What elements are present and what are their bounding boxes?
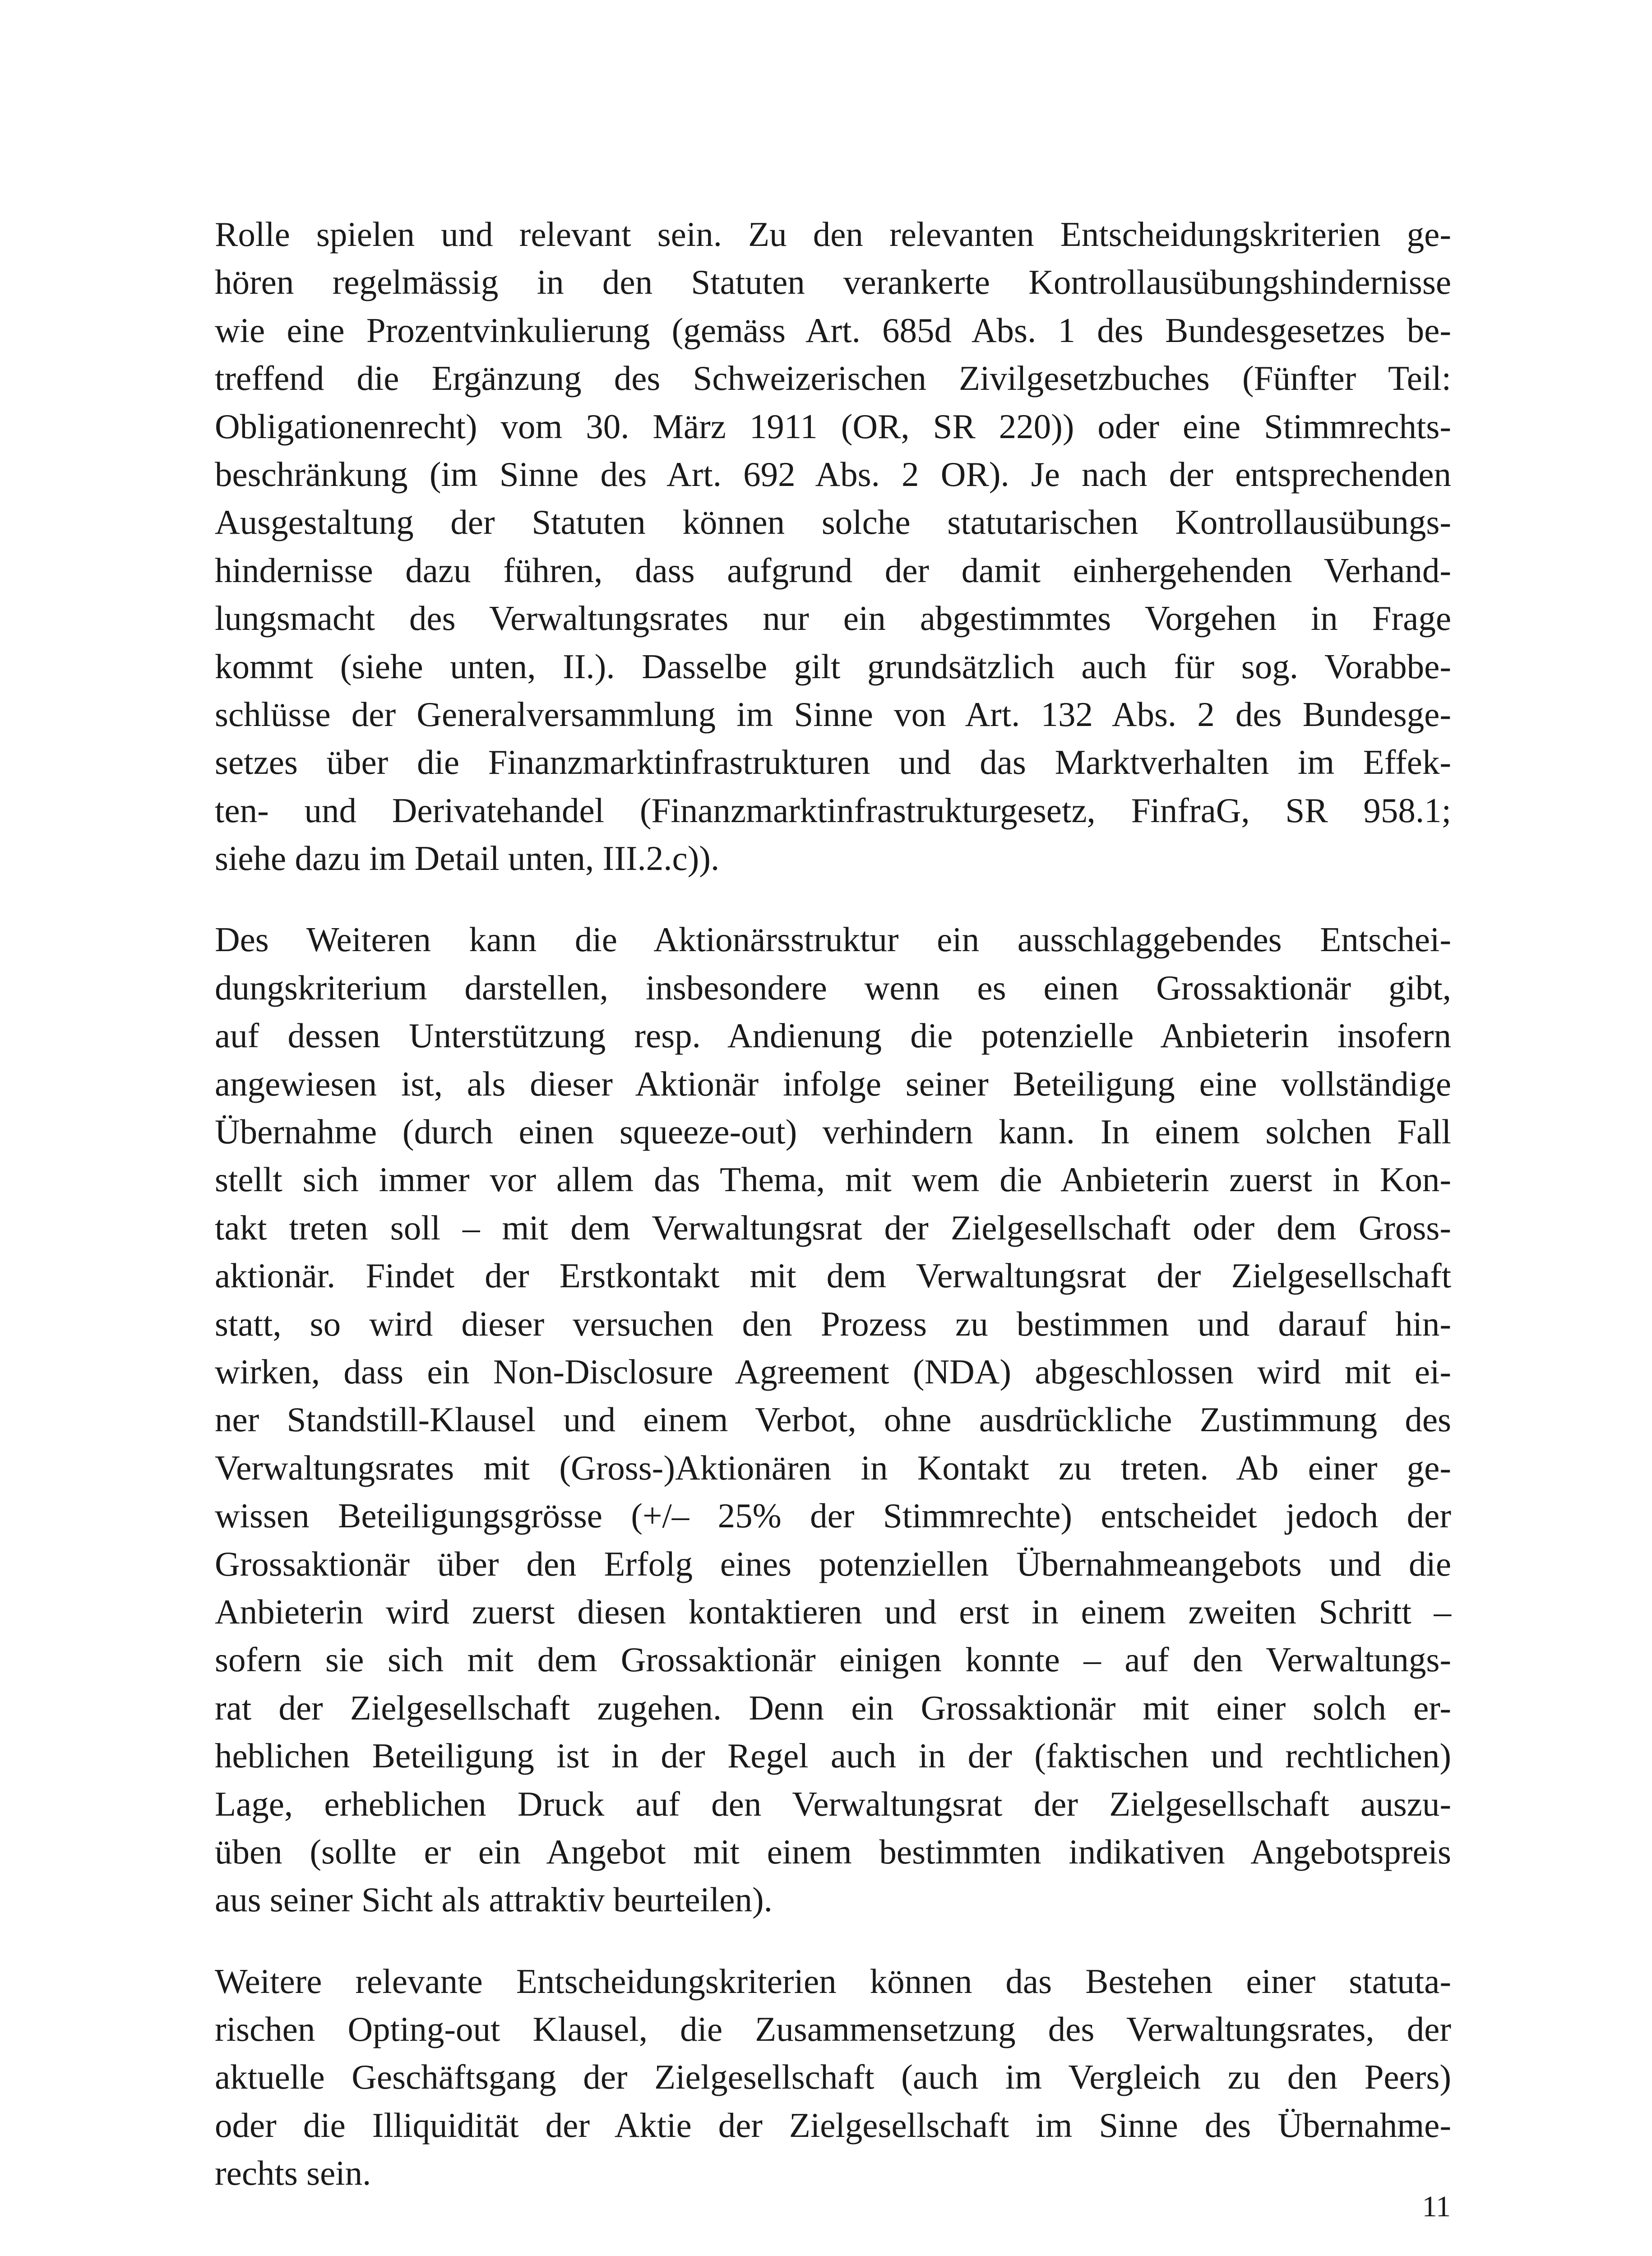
text-line: stellt sich immer vor allem das Thema, mit wem die Anbieterin zuerst in Kon- (215, 1160, 1451, 1199)
text-line: Ausgestaltung der Statuten können solche statutarischen Kontrollausübungs- (215, 503, 1451, 542)
text-line: aktuelle Geschäftsgang der Zielgesellschaft (auch im Vergleich zu den Peers) (215, 2057, 1451, 2097)
text-line: aktionär. Findet der Erstkontakt mit dem Verwaltungsrat der Zielgesellschaft (215, 1256, 1451, 1295)
text-line: rechts sein. (215, 2154, 371, 2193)
text-line: üben (sollte er ein Angebot mit einem bestimmten indikativen Angebotspreis (215, 1832, 1451, 1871)
text-line: schlüsse der Generalversammlung im Sinne von Art. 132 Abs. 2 des Bundesge- (215, 694, 1451, 734)
text-line: auf dessen Unterstützung resp. Andienung die potenzielle Anbieterin insofern (215, 1016, 1451, 1055)
text-line: Obligationenrecht) vom 30. März 1911 (OR, SR 220)) oder eine Stimmrechts- (215, 407, 1451, 446)
text-line: oder die Illiquidität der Aktie der Zielgesellschaft im Sinne des Übernahme- (215, 2105, 1451, 2145)
text-line: rischen Opting-out Klausel, die Zusammensetzung des Verwaltungsrates, der (215, 2010, 1451, 2049)
text-line: Lage, erheblichen Druck auf den Verwaltungsrat der Zielgesellschaft auszu- (215, 1784, 1451, 1823)
text-line: wie eine Prozentvinkulierung (gemäss Art. 685d Abs. 1 des Bundesgesetzes be- (215, 310, 1451, 350)
text-line: Übernahme (durch einen squeeze-out) verhindern kann. In einem solchen Fall (215, 1112, 1451, 1151)
text-line: Anbieterin wird zuerst diesen kontaktieren und erst in einem zweiten Schritt – (215, 1592, 1451, 1631)
text-line: kommt (siehe unten, II.). Dasselbe gilt grundsätzlich auch für sog. Vorabbe- (215, 647, 1451, 686)
text-line: takt treten soll – mit dem Verwaltungsrat der Zielgesellschaft oder dem Gross- (215, 1208, 1451, 1247)
text-line: Weitere relevante Entscheidungskriterien können das Bestehen einer statuta- (215, 1961, 1451, 2001)
text-line: hören regelmässig in den Statuten verankerte Kontrollausübungshindernisse (215, 263, 1451, 302)
text-line: statt, so wird dieser versuchen den Prozess zu bestimmen und darauf hin- (215, 1304, 1451, 1343)
text-line: sofern sie sich mit dem Grossaktionär einigen konnte – auf den Verwaltungs- (215, 1640, 1451, 1679)
text-line: dungskriterium darstellen, insbesondere wenn es einen Grossaktionär gibt, (215, 968, 1451, 1007)
text-line: aus seiner Sicht als attraktiv beurteilen). (215, 1880, 773, 1919)
text-line: wirken, dass ein Non-Disclosure Agreement (NDA) abgeschlossen wird mit ei- (215, 1352, 1451, 1391)
text-line: rat der Zielgesellschaft zugehen. Denn ein Grossaktionär mit einer solch er- (215, 1688, 1451, 1727)
paragraph-1 (215, 210, 1451, 882)
paragraph-2 (215, 915, 1451, 1923)
text-line: treffend die Ergänzung des Schweizerischen Zivilgesetzbuches (Fünfter Teil: (215, 359, 1451, 398)
text-line: hindernisse dazu führen, dass aufgrund der damit einhergehenden Verhand- (215, 550, 1451, 590)
text-line: ner Standstill-Klausel und einem Verbot, ohne ausdrückliche Zustimmung des (215, 1400, 1451, 1439)
text-line: heblichen Beteiligung ist in der Regel auch in der (faktischen und rechtlichen) (215, 1736, 1451, 1775)
paragraph-3 (215, 1957, 1451, 2197)
text-line: lungsmacht des Verwaltungsrates nur ein abgestimmtes Vorgehen in Frage (215, 599, 1451, 638)
text-line: ten- und Derivatehandel (Finanzmarktinfrastrukturgesetz, FinfraG, SR 958.1; (215, 791, 1451, 830)
text-line: Rolle spielen und relevant sein. Zu den relevanten Entscheidungskriterien ge- (215, 215, 1451, 254)
text-line: wissen Beteiligungsgrösse (+/– 25% der Stimmrechte) entscheidet jedoch der (215, 1496, 1451, 1535)
body-text (215, 210, 1451, 2231)
text-line: Des Weiteren kann die Aktionärsstruktur ein ausschlaggebendes Entschei- (215, 920, 1451, 959)
text-line: siehe dazu im Detail unten, III.2.c)). (215, 839, 720, 878)
text-line: Verwaltungsrates mit (Gross-)Aktionären in Kontakt zu treten. Ab einer ge- (215, 1448, 1451, 1487)
text-line: beschränkung (im Sinne des Art. 692 Abs. 2 OR). Je nach der entsprechenden (215, 454, 1451, 494)
text-line: angewiesen ist, als dieser Aktionär infolge seiner Beteiligung eine vollständige (215, 1064, 1451, 1103)
text-line: setzes über die Finanzmarktinfrastrukturen und das Marktverhalten im Effek- (215, 743, 1451, 782)
text-line: Grossaktionär über den Erfolg eines potenziellen Übernahmeangebots und die (215, 1544, 1451, 1583)
page-number: 11 (1422, 2190, 1451, 2223)
